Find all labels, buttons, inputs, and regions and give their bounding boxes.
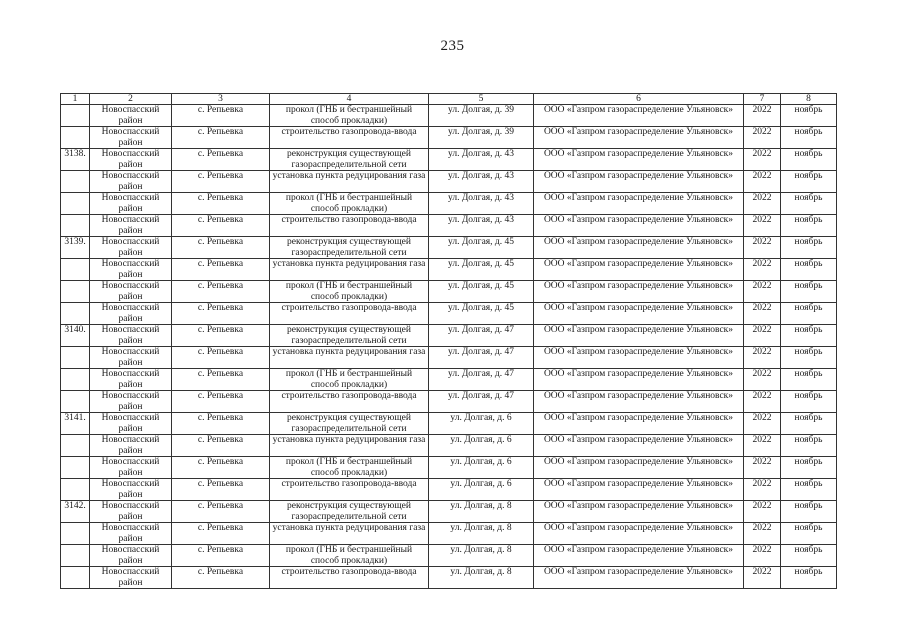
year-cell: 2022: [744, 215, 781, 237]
settlement-cell: с. Репьевка: [172, 127, 270, 149]
table-row: [61, 567, 837, 589]
settlement-cell: с. Репьевка: [172, 149, 270, 171]
district-cell: Новоспасский район: [90, 237, 172, 259]
settlement-cell: с. Репьевка: [172, 457, 270, 479]
settlement-cell: с. Репьевка: [172, 281, 270, 303]
work-type-cell: установка пункта редуцирования газа: [270, 523, 429, 545]
organization-cell: ООО «Газпром газораспределение Ульяновск»: [534, 325, 744, 347]
organization-cell: ООО «Газпром газораспределение Ульяновск»: [534, 567, 744, 589]
month-cell: ноябрь: [781, 171, 837, 193]
organization-cell: ООО «Газпром газораспределение Ульяновск»: [534, 347, 744, 369]
work-type-cell: строительство газопровода-ввода: [270, 479, 429, 501]
district-cell: Новоспасский район: [90, 193, 172, 215]
organization-cell: ООО «Газпром газораспределение Ульяновск»: [534, 501, 744, 523]
row-number: [61, 369, 90, 391]
table-row: [61, 413, 837, 435]
col-header-2: 2: [90, 94, 172, 105]
header-row: [61, 94, 837, 105]
row-number: [61, 391, 90, 413]
district-cell: Новоспасский район: [90, 545, 172, 567]
year-cell: 2022: [744, 391, 781, 413]
table-row: [61, 347, 837, 369]
work-type-cell: реконструкция существующей газораспределительной сети: [270, 149, 429, 171]
address-cell: ул. Долгая, д. 6: [429, 457, 534, 479]
district-cell: Новоспасский район: [90, 567, 172, 589]
month-cell: ноябрь: [781, 567, 837, 589]
organization-cell: ООО «Газпром газораспределение Ульяновск»: [534, 237, 744, 259]
work-type-cell: установка пункта редуцирования газа: [270, 347, 429, 369]
organization-cell: ООО «Газпром газораспределение Ульяновск»: [534, 457, 744, 479]
row-number: 3139.: [61, 237, 90, 259]
district-cell: Новоспасский район: [90, 259, 172, 281]
year-cell: 2022: [744, 369, 781, 391]
row-number: [61, 523, 90, 545]
district-cell: Новоспасский район: [90, 171, 172, 193]
organization-cell: ООО «Газпром газораспределение Ульяновск»: [534, 369, 744, 391]
organization-cell: ООО «Газпром газораспределение Ульяновск»: [534, 193, 744, 215]
table-row: [61, 149, 837, 171]
settlement-cell: с. Репьевка: [172, 303, 270, 325]
district-cell: Новоспасский район: [90, 281, 172, 303]
row-number: [61, 545, 90, 567]
address-cell: ул. Долгая, д. 47: [429, 391, 534, 413]
table-row: [61, 303, 837, 325]
year-cell: 2022: [744, 457, 781, 479]
organization-cell: ООО «Газпром газораспределение Ульяновск»: [534, 149, 744, 171]
settlement-cell: с. Репьевка: [172, 105, 270, 127]
organization-cell: ООО «Газпром газораспределение Ульяновск»: [534, 171, 744, 193]
address-cell: ул. Долгая, д. 6: [429, 435, 534, 457]
work-type-cell: реконструкция существующей газораспределительной сети: [270, 501, 429, 523]
work-type-cell: строительство газопровода-ввода: [270, 127, 429, 149]
settlement-cell: с. Репьевка: [172, 391, 270, 413]
organization-cell: ООО «Газпром газораспределение Ульяновск»: [534, 215, 744, 237]
month-cell: ноябрь: [781, 479, 837, 501]
address-cell: ул. Долгая, д. 43: [429, 215, 534, 237]
row-number: [61, 105, 90, 127]
address-cell: ул. Долгая, д. 47: [429, 347, 534, 369]
district-cell: Новоспасский район: [90, 391, 172, 413]
year-cell: 2022: [744, 325, 781, 347]
year-cell: 2022: [744, 435, 781, 457]
district-cell: Новоспасский район: [90, 325, 172, 347]
month-cell: ноябрь: [781, 237, 837, 259]
work-type-cell: строительство газопровода-ввода: [270, 567, 429, 589]
month-cell: ноябрь: [781, 369, 837, 391]
address-cell: ул. Долгая, д. 8: [429, 523, 534, 545]
work-type-cell: прокол (ГНБ и бестраншейный способ прокладки): [270, 105, 429, 127]
settlement-cell: с. Репьевка: [172, 413, 270, 435]
row-number: [61, 303, 90, 325]
year-cell: 2022: [744, 413, 781, 435]
year-cell: 2022: [744, 149, 781, 171]
district-cell: Новоспасский район: [90, 105, 172, 127]
year-cell: 2022: [744, 281, 781, 303]
year-cell: 2022: [744, 501, 781, 523]
address-cell: ул. Долгая, д. 45: [429, 281, 534, 303]
month-cell: ноябрь: [781, 435, 837, 457]
table-row: [61, 281, 837, 303]
work-type-cell: строительство газопровода-ввода: [270, 303, 429, 325]
district-cell: Новоспасский район: [90, 369, 172, 391]
organization-cell: ООО «Газпром газораспределение Ульяновск»: [534, 127, 744, 149]
work-type-cell: прокол (ГНБ и бестраншейный способ прокладки): [270, 193, 429, 215]
year-cell: 2022: [744, 237, 781, 259]
year-cell: 2022: [744, 567, 781, 589]
organization-cell: ООО «Газпром газораспределение Ульяновск»: [534, 391, 744, 413]
row-number: [61, 435, 90, 457]
work-type-cell: строительство газопровода-ввода: [270, 391, 429, 413]
table-row: [61, 237, 837, 259]
settlement-cell: с. Репьевка: [172, 369, 270, 391]
col-header-7: 7: [744, 94, 781, 105]
month-cell: ноябрь: [781, 127, 837, 149]
district-cell: Новоспасский район: [90, 457, 172, 479]
organization-cell: ООО «Газпром газораспределение Ульяновск»: [534, 545, 744, 567]
row-number: [61, 193, 90, 215]
table-row: [61, 435, 837, 457]
address-cell: ул. Долгая, д. 47: [429, 325, 534, 347]
organization-cell: ООО «Газпром газораспределение Ульяновск»: [534, 259, 744, 281]
settlement-cell: с. Репьевка: [172, 193, 270, 215]
work-type-cell: реконструкция существующей газораспределительной сети: [270, 413, 429, 435]
table-row: [61, 325, 837, 347]
row-number: [61, 567, 90, 589]
settlement-cell: с. Репьевка: [172, 501, 270, 523]
settlement-cell: с. Репьевка: [172, 171, 270, 193]
table-row: [61, 479, 837, 501]
work-type-cell: прокол (ГНБ и бестраншейный способ прокладки): [270, 457, 429, 479]
col-header-8: 8: [781, 94, 837, 105]
col-header-3: 3: [172, 94, 270, 105]
month-cell: ноябрь: [781, 259, 837, 281]
row-number: 3142.: [61, 501, 90, 523]
organization-cell: ООО «Газпром газораспределение Ульяновск»: [534, 105, 744, 127]
year-cell: 2022: [744, 479, 781, 501]
month-cell: ноябрь: [781, 149, 837, 171]
address-cell: ул. Долгая, д. 39: [429, 105, 534, 127]
organization-cell: ООО «Газпром газораспределение Ульяновск»: [534, 479, 744, 501]
work-type-cell: установка пункта редуцирования газа: [270, 171, 429, 193]
work-type-cell: прокол (ГНБ и бестраншейный способ прокладки): [270, 545, 429, 567]
district-cell: Новоспасский район: [90, 303, 172, 325]
year-cell: 2022: [744, 171, 781, 193]
organization-cell: ООО «Газпром газораспределение Ульяновск»: [534, 303, 744, 325]
year-cell: 2022: [744, 545, 781, 567]
settlement-cell: с. Репьевка: [172, 523, 270, 545]
organization-cell: ООО «Газпром газораспределение Ульяновск»: [534, 523, 744, 545]
settlement-cell: с. Репьевка: [172, 435, 270, 457]
month-cell: ноябрь: [781, 391, 837, 413]
address-cell: ул. Долгая, д. 8: [429, 501, 534, 523]
table-row: [61, 501, 837, 523]
works-table: [60, 93, 837, 589]
row-number: [61, 347, 90, 369]
address-cell: ул. Долгая, д. 39: [429, 127, 534, 149]
row-number: [61, 171, 90, 193]
table-row: [61, 127, 837, 149]
month-cell: ноябрь: [781, 303, 837, 325]
month-cell: ноябрь: [781, 347, 837, 369]
work-type-cell: реконструкция существующей газораспределительной сети: [270, 237, 429, 259]
work-type-cell: установка пункта редуцирования газа: [270, 435, 429, 457]
address-cell: ул. Долгая, д. 8: [429, 545, 534, 567]
row-number: 3140.: [61, 325, 90, 347]
work-type-cell: реконструкция существующей газораспределительной сети: [270, 325, 429, 347]
settlement-cell: с. Репьевка: [172, 215, 270, 237]
row-number: 3138.: [61, 149, 90, 171]
organization-cell: ООО «Газпром газораспределение Ульяновск»: [534, 413, 744, 435]
row-number: [61, 479, 90, 501]
table-body: [61, 105, 837, 589]
address-cell: ул. Долгая, д. 43: [429, 149, 534, 171]
year-cell: 2022: [744, 347, 781, 369]
table-row: [61, 523, 837, 545]
district-cell: Новоспасский район: [90, 435, 172, 457]
district-cell: Новоспасский район: [90, 479, 172, 501]
col-header-4: 4: [270, 94, 429, 105]
settlement-cell: с. Репьевка: [172, 237, 270, 259]
year-cell: 2022: [744, 303, 781, 325]
page-number: 235: [440, 38, 465, 54]
table-row: [61, 457, 837, 479]
district-cell: Новоспасский район: [90, 501, 172, 523]
row-number: [61, 457, 90, 479]
row-number: [61, 127, 90, 149]
month-cell: ноябрь: [781, 193, 837, 215]
row-number: [61, 259, 90, 281]
year-cell: 2022: [744, 259, 781, 281]
table-row: [61, 171, 837, 193]
month-cell: ноябрь: [781, 545, 837, 567]
work-type-cell: строительство газопровода-ввода: [270, 215, 429, 237]
col-header-6: 6: [534, 94, 744, 105]
district-cell: Новоспасский район: [90, 149, 172, 171]
month-cell: ноябрь: [781, 325, 837, 347]
address-cell: ул. Долгая, д. 45: [429, 237, 534, 259]
table-row: [61, 193, 837, 215]
work-type-cell: прокол (ГНБ и бестраншейный способ прокладки): [270, 281, 429, 303]
month-cell: ноябрь: [781, 501, 837, 523]
settlement-cell: с. Репьевка: [172, 347, 270, 369]
settlement-cell: с. Репьевка: [172, 325, 270, 347]
settlement-cell: с. Репьевка: [172, 545, 270, 567]
address-cell: ул. Долгая, д. 47: [429, 369, 534, 391]
address-cell: ул. Долгая, д. 8: [429, 567, 534, 589]
settlement-cell: с. Репьевка: [172, 567, 270, 589]
table-row: [61, 545, 837, 567]
address-cell: ул. Долгая, д. 45: [429, 259, 534, 281]
month-cell: ноябрь: [781, 105, 837, 127]
table-row: [61, 391, 837, 413]
address-cell: ул. Долгая, д. 6: [429, 413, 534, 435]
month-cell: ноябрь: [781, 523, 837, 545]
table-row: [61, 259, 837, 281]
col-header-1: 1: [61, 94, 90, 105]
row-number: [61, 215, 90, 237]
year-cell: 2022: [744, 127, 781, 149]
organization-cell: ООО «Газпром газораспределение Ульяновск»: [534, 435, 744, 457]
address-cell: ул. Долгая, д. 6: [429, 479, 534, 501]
district-cell: Новоспасский район: [90, 347, 172, 369]
table-row: [61, 105, 837, 127]
settlement-cell: с. Репьевка: [172, 479, 270, 501]
district-cell: Новоспасский район: [90, 215, 172, 237]
year-cell: 2022: [744, 523, 781, 545]
table-row: [61, 215, 837, 237]
district-cell: Новоспасский район: [90, 523, 172, 545]
year-cell: 2022: [744, 193, 781, 215]
address-cell: ул. Долгая, д. 43: [429, 171, 534, 193]
table-row: [61, 369, 837, 391]
col-header-5: 5: [429, 94, 534, 105]
month-cell: ноябрь: [781, 281, 837, 303]
month-cell: ноябрь: [781, 215, 837, 237]
row-number: 3141.: [61, 413, 90, 435]
year-cell: 2022: [744, 105, 781, 127]
row-number: [61, 281, 90, 303]
district-cell: Новоспасский район: [90, 413, 172, 435]
work-type-cell: прокол (ГНБ и бестраншейный способ прокладки): [270, 369, 429, 391]
district-cell: Новоспасский район: [90, 127, 172, 149]
month-cell: ноябрь: [781, 413, 837, 435]
month-cell: ноябрь: [781, 457, 837, 479]
settlement-cell: с. Репьевка: [172, 259, 270, 281]
work-type-cell: установка пункта редуцирования газа: [270, 259, 429, 281]
address-cell: ул. Долгая, д. 43: [429, 193, 534, 215]
organization-cell: ООО «Газпром газораспределение Ульяновск»: [534, 281, 744, 303]
address-cell: ул. Долгая, д. 45: [429, 303, 534, 325]
